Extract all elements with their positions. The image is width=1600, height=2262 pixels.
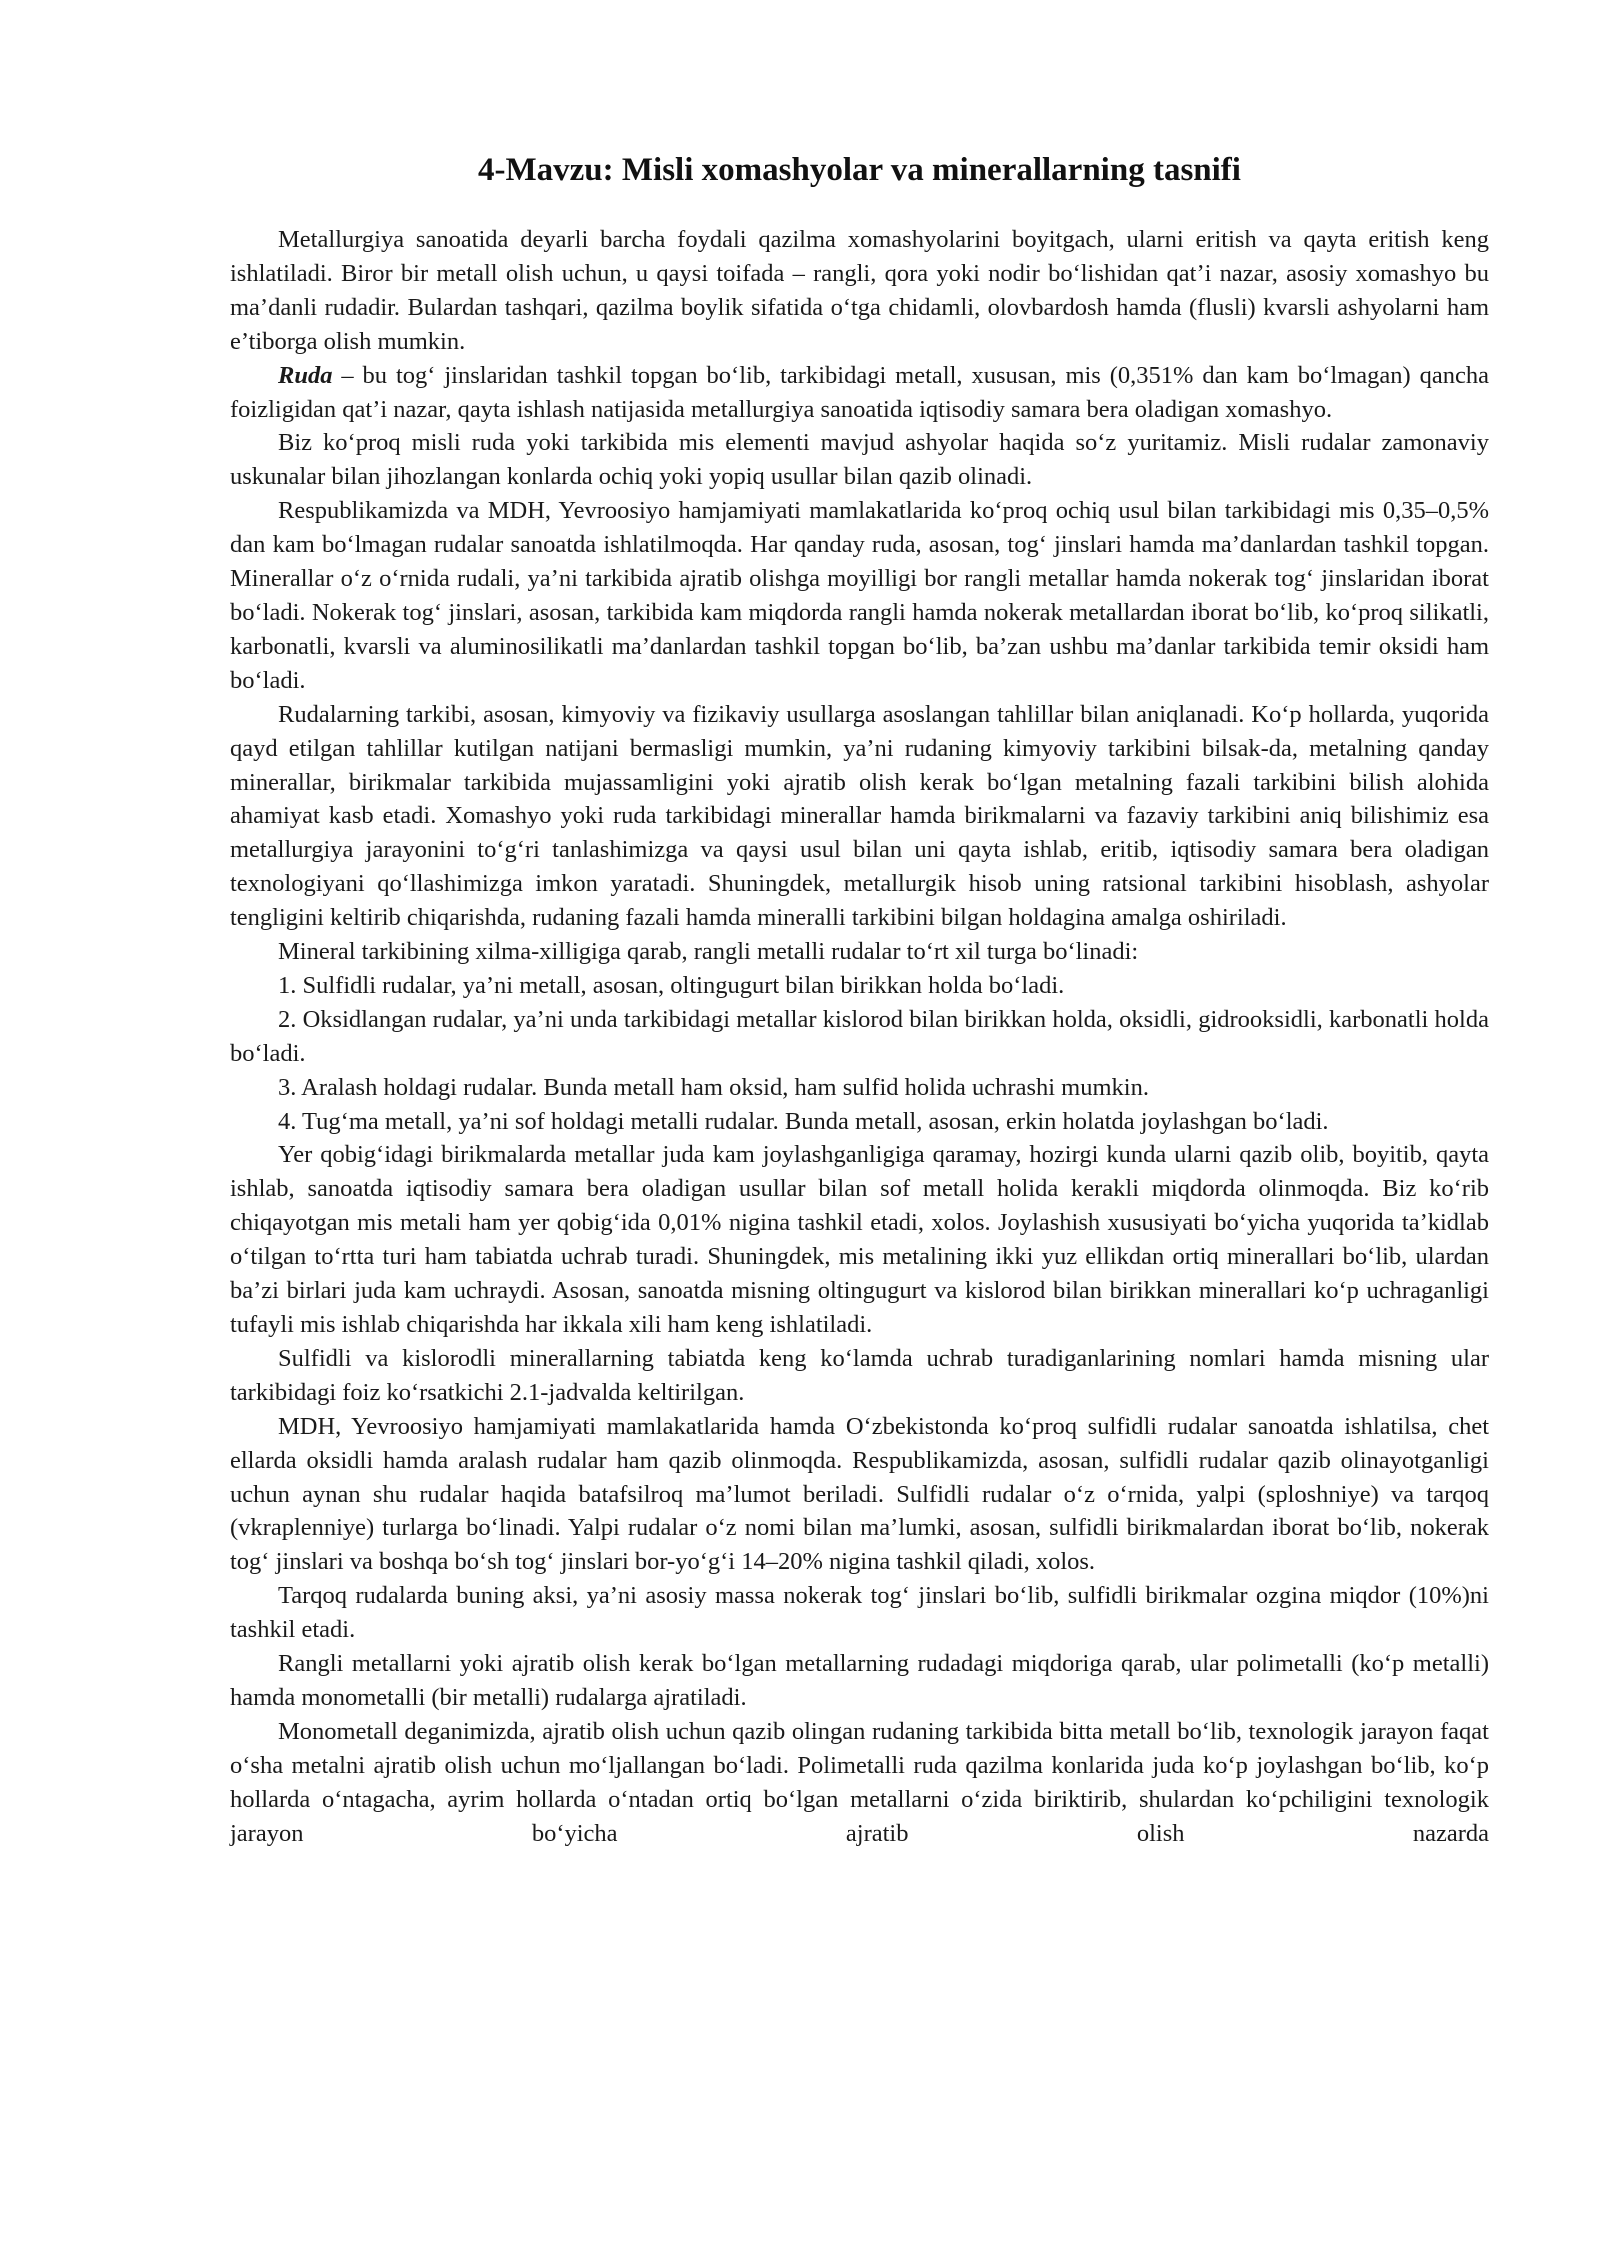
paragraph-mineral-tarkibi: Mineral tarkibining xilma-xilligiga qarab, rangli metalli rudalar to‘rt xil turga bo‘linadi: xyxy=(278,938,1139,966)
list-item-2: 2. Oksidlangan rudalar, ya’ni unda tarkibidagi metallar kislorod bilan birikkan holda, oksidli, gidrooksidli, karbonatli holda bo‘ladi. xyxy=(230,1005,1489,1067)
paragraph-misli-ruda: Biz ko‘proq misli ruda yoki tarkibida mis elementi mavjud ashyolar haqida so‘z yuritamiz. Misli rudalar zamonaviy uskunalar bilan jihozlangan konlarda ochiq yoki yopiq usullar bilan qazib olinadi. xyxy=(230,429,1489,491)
paragraph-rangli-metallar: Rangli metallarni yoki ajratib olish kerak bo‘lgan metallarning rudadagi miqdoriga qarab, ular polimetalli (ko‘p metalli) hamda monometalli (bir metalli) rudalarga ajratiladi. xyxy=(230,1650,1489,1711)
ruda-definition-text: – bu tog‘ jinslaridan tashkil topgan bo‘lib, tarkibidagi metall, xususan, mis (0,351% dan kam bo‘lmagan) qancha foizligidan qat’i nazar, qayta ishlash natijasida metallurgiya sanoatida iqtisodiy samara bera oladigan xomashyo. xyxy=(230,361,1489,423)
list-item-4: 4. Tug‘ma metall, ya’ni sof holdagi metalli rudalar. Bunda metall, asosan, erkin holatda joylashgan bo‘ladi. xyxy=(278,1107,1329,1135)
paragraph-ruda-definition xyxy=(230,359,1489,427)
paragraph-mdh: MDH, Yevroosiyo hamjamiyati mamlakatlarida hamda O‘zbekistonda ko‘proq sulfidli rudalar sanoatda ishlatilsa, chet ellarda oksidli hamda aralash rudalar ham qazib olinmoqda. Respublikamizda, asosan, sulfidli rudalar qazib olinayotganligi uchun aynan shu rudalar haqida batafsilroq ma’lumot beriladi. Sulfidli rudalar o‘z o‘rnida, yalpi (sploshniye) va tarqoq (vkraplenniye) turlarga bo‘linadi. Yalpi rudalar o‘z nomi bilan ma’lumki, asosan, sulfidli birikmalardan iborat bo‘lib, nokerak tog‘ jinslari va boshqa bo‘sh tog‘ jinslari bor-yo‘g‘i 14–20% nigina tashkil qiladi, xolos. xyxy=(230,1412,1489,1576)
document-page xyxy=(230,150,1489,1851)
paragraph-monometall: Monometall deganimizda, ajratib olish uchun qazib olingan rudaning tarkibida bitta metall bo‘lib, texnologik jarayon faqat o‘sha metalni ajratib olish uchun mo‘ljallangan bo‘ladi. Polimetalli ruda qazilma konlarida juda ko‘p joylashgan bo‘lib, ko‘p hollarda o‘ntagacha, ayrim hollarda o‘ntadan ortiq bo‘lgan metallarni o‘zida biriktirib, shulardan ko‘pchiligini texnologik jarayon bo‘yicha ajratib olish nazarda xyxy=(230,1717,1489,1847)
paragraph-intro: Metallurgiya sanoatida deyarli barcha foydali qazilma xomashyolarini boyitgach, ularni eritish va qayta eritish keng ishlatiladi. Biror bir metall olish uchun, u qaysi toifada – rangli, qora yoki nodir bo‘lishidan qat’i nazar, asosiy xomashyo bu ma’danli rudadir. Bulardan tashqari, qazilma boylik sifatida o‘tga chidamli, olovbardosh hamda (flusli) kvarsli ashyolarni ham e’tiborga olish mumkin. xyxy=(230,226,1489,355)
term-ruda: Ruda xyxy=(278,361,333,389)
list-item-3: 3. Aralash holdagi rudalar. Bunda metall ham oksid, ham sulfid holida uchrashi mumkin. xyxy=(278,1073,1149,1101)
paragraph-sulfidli-kislorodli: Sulfidli va kislorodli minerallarning tabiatda keng ko‘lamda uchrab turadiganlarining nomlari hamda misning ular tarkibidagi foiz ko‘rsatkichi 2.1-jadvalda keltirilgan. xyxy=(230,1344,1489,1406)
list-item-1: 1. Sulfidli rudalar, ya’ni metall, asosan, oltingugurt bilan birikkan holda bo‘ladi. xyxy=(278,971,1065,999)
paragraph-rudalarning-tarkibi: Rudalarning tarkibi, asosan, kimyoviy va fizikaviy usullarga asoslangan tahlillar bilan aniqlanadi. Ko‘p hollarda, yuqorida qayd etilgan tahlillar kutilgan natijani bermasligi mumkin, ya’ni rudaning kimyoviy tarkibini bilsak-da, metalning qanday minerallar, birikmalar tarkibida mujassamligini yoki ajratib olish kerak bo‘lgan metalning fazali tarkibini bilish alohida ahamiyat kasb etadi. Xomashyo yoki ruda tarkibidagi minerallar hamda birikmalarni va fazaviy tarkibini aniq bilishimiz esa metallurgiya jarayonini to‘g‘ri tanlashimizga va qaysi usul bilan uni qayta ishlab, eritib, iqtisodiy samara bera oladigan texnologiyani qo‘llashimizga imkon yaratadi. Shuningdek, metallurgik hisob uning ratsional tarkibini hisoblash, ashyolar tengligini keltirib chiqarishda, rudaning fazali hamda mineralli tarkibini bilgan holdagina amalga oshiriladi. xyxy=(230,700,1489,932)
paragraph-yer-qobigi: Yer qobig‘idagi birikmalarda metallar juda kam joylashganligiga qaramay, hozirgi kunda ularni qazib olib, boyitib, qayta ishlab, sanoatda iqtisodiy samara bera oladigan usullar bilan sof metall holida kerakli miqdorda olinmoqda. Biz ko‘rib chiqayotgan mis metali ham yer qobig‘ida 0,01% nigina tashkil etadi, xolos. Joylashish xususiyati bo‘yicha yuqorida ta’kidlab o‘tilgan to‘rtta turi ham tabiatda uchrab turadi. Shuningdek, mis metalining ikki yuz ellikdan ortiq minerallari bo‘lib, ulardan ba’zi birlari juda kam uchraydi. Asosan, sanoatda misning oltingugurt va kislorod bilan birikkan minerallari ko‘p uchraganligi tufayli mis ishlab chiqarishda har ikkala xili ham keng ishlatiladi. xyxy=(230,1141,1489,1338)
paragraph-respublikamizda: Respublikamizda va MDH, Yevroosiyo hamjamiyati mamlakatlarida ko‘proq ochiq usul bilan tarkibidagi mis 0,35–0,5% dan kam bo‘lmagan rudalar sanoatda ishlatilmoqda. Har qanday ruda, asosan, tog‘ jinslari hamda ma’danlardan tashkil topgan. Minerallar o‘z o‘rnida rudali, ya’ni tarkibida ajratib olishga moyilligi bor rangli metallar hamda nokerak tog‘ jinslaridan iborat bo‘ladi. Nokerak tog‘ jinslari, asosan, tarkibida kam miqdorda rangli hamda nokerak metallardan iborat bo‘lib, ko‘proq silikatli, karbonatli, kvarsli va aluminosilikatli ma’danlardan tashkil topgan bo‘lib, ba’zan ushbu ma’danlar tarkibida temir oksidi ham bo‘ladi. xyxy=(230,497,1489,694)
page-title: 4-Mavzu: Misli xomashyolar va minerallarning tasnifi xyxy=(478,152,1241,188)
paragraph-tarqoq: Tarqoq rudalarda buning aksi, ya’ni asosiy massa nokerak tog‘ jinslari bo‘lib, sulfidli birikmalar ozgina miqdor (10%)ni tashkil etadi. xyxy=(230,1582,1489,1644)
